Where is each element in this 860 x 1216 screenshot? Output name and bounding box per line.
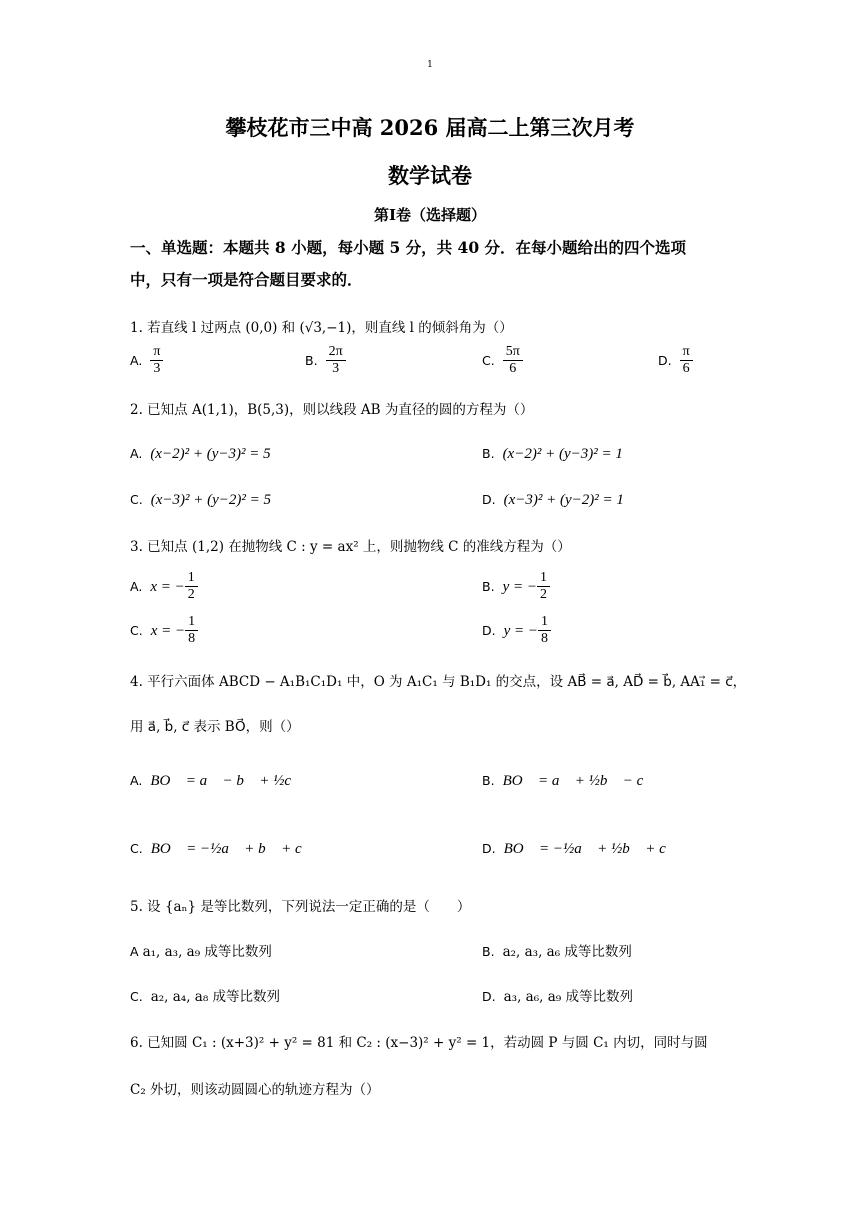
question-2-stem: 2. 已知点 A(1,1)，B(5,3)，则以线段 AB 为直径的圆的方程为（） — [130, 402, 534, 418]
question-3-stem: 3. 已知点 (1,2) 在抛物线 C : y = ax² 上，则抛物线 C 的准线方程为（） — [130, 539, 571, 555]
q4-option-d: D. BO⃗ = −½a⃗ + ½b⃗ + c⃗ — [482, 841, 678, 857]
question-1-stem: 1. 若直线 l 过两点 (0,0) 和 (√3,−1)，则直线 l 的倾斜角为（） — [130, 320, 513, 336]
q2-option-b: B. (x−2)² + (y−3)² = 1 — [482, 446, 623, 462]
exam-title: 攀枝花市三中高 2026 届高二上第三次月考 — [225, 115, 635, 140]
q1-option-a: A. $\frac{\pi}{3}$ — [130, 344, 163, 377]
q1-option-d: D. $\frac{\pi}{6}$ — [658, 344, 693, 377]
q1-option-b: B. $\frac{2\pi}{3}$ — [305, 344, 346, 377]
q3-option-c: C. x = − $\frac{1}{8}$ — [130, 614, 198, 647]
part-title: 第Ⅰ卷（选择题） — [373, 206, 487, 224]
q5-option-a: A a₁, a₃, a₉ 成等比数列 — [130, 944, 272, 960]
q4-option-c: C. BO⃗ = −½a⃗ + b⃗ + c⃗ — [130, 841, 314, 857]
q3-option-b: B. y = − $\frac{1}{2}$ — [482, 570, 550, 603]
question-5-stem: 5. 设 {aₙ} 是等比数列，下列说法一定正确的是（ ） — [130, 899, 471, 915]
q2-option-a: A. (x−2)² + (y−3)² = 5 — [130, 446, 271, 462]
exam-subject: 数学试卷 — [388, 163, 472, 188]
question-4-stem-line2: 用 a⃗, b⃗, c⃗ 表示 BO⃗，则（） — [130, 719, 300, 735]
q3-option-a: A. x = − $\frac{1}{2}$ — [130, 570, 198, 603]
q5-option-c: C. a₂, a₄, a₈ 成等比数列 — [130, 989, 281, 1005]
q2-option-c: C. (x−3)² + (y−2)² = 5 — [130, 492, 271, 508]
q2-option-d: D. (x−3)² + (y−2)² = 1 — [482, 492, 624, 508]
section-instructions-line2: 中，只有一项是符合题目要求的． — [130, 270, 363, 289]
question-6-stem: 6. 已知圆 C₁ : (x+3)² + y² = 81 和 C₂ : (x−3)² + y² = 1，若动圆 P 与圆 C₁ 内切，同时与圆 — [130, 1035, 708, 1051]
question-6-stem-line2: C₂ 外切，则该动圆圆心的轨迹方程为（） — [130, 1082, 380, 1098]
q5-option-d: D. a₃, a₆, a₉ 成等比数列 — [482, 989, 633, 1005]
question-4-stem: 4. 平行六面体 ABCD − A₁B₁C₁D₁ 中，O 为 A₁C₁ 与 B₁D₁ 的交点，设 AB⃗ = a⃗, AD⃗ = b⃗, AA₁⃗ = c⃗， — [130, 674, 747, 690]
page-number: 1 — [427, 60, 433, 70]
q3-option-d: D. y = − $\frac{1}{8}$ — [482, 614, 551, 647]
q5-option-b: B. a₂, a₃, a₆ 成等比数列 — [482, 944, 632, 960]
q1-option-c: C. $\frac{5\pi}{6}$ — [482, 344, 523, 377]
q4-option-a: A. BO⃗ = a⃗ − b⃗ + ½c⃗ — [130, 773, 303, 789]
q4-option-b: B. BO⃗ = a⃗ + ½b⃗ − c⃗ — [482, 773, 656, 789]
section-instructions-line1: 一、单选题：本题共 8 小题，每小题 5 分，共 40 分．在每小题给出的四个选项 — [130, 238, 687, 257]
